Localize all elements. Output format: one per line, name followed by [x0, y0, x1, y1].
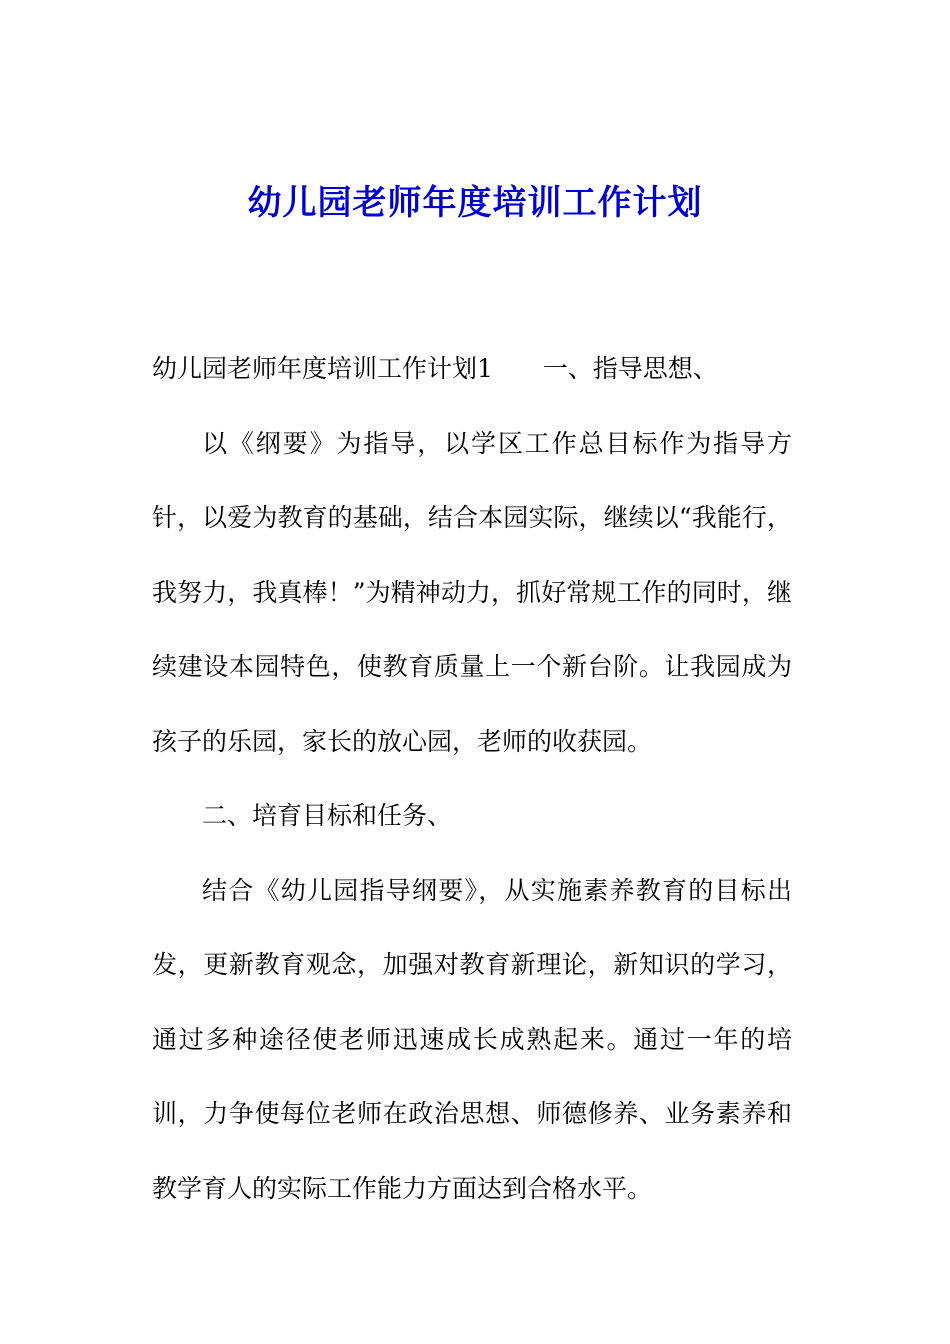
section1-heading: 一、指导思想、	[542, 354, 718, 383]
section2-heading: 二、培育目标和任务、	[202, 801, 453, 830]
intro-line	[152, 332, 792, 407]
section2-paragraph: 结合《幼儿园指导纲要》，从实施素养教育的目标出发，更新教育观念，加强对教育新理论，新知识的学习，通过多种途径使老师迅速成长成熟起来。通过一年的培训，力争使每位老师在政治思想、师德修养、业务素养和教学育人的实际工作能力方面达到合格水平。	[152, 875, 792, 1203]
document-title: 幼儿园老师年度培训工作计划	[247, 183, 703, 223]
document-body	[152, 332, 792, 1226]
section1-paragraph: 以《纲要》为指导，以学区工作总目标作为指导方针，以爱为教育的基础，结合本园实际，继续以“我能行，我努力，我真棒！”为精神动力，抓好常规工作的同时，继续建设本园特色，使教育质量上一个新台阶。让我园成为孩子的乐园，家长的放心园，老师的收获园。	[152, 428, 792, 756]
intro-label: 幼儿园老师年度培训工作计划1	[152, 354, 493, 383]
